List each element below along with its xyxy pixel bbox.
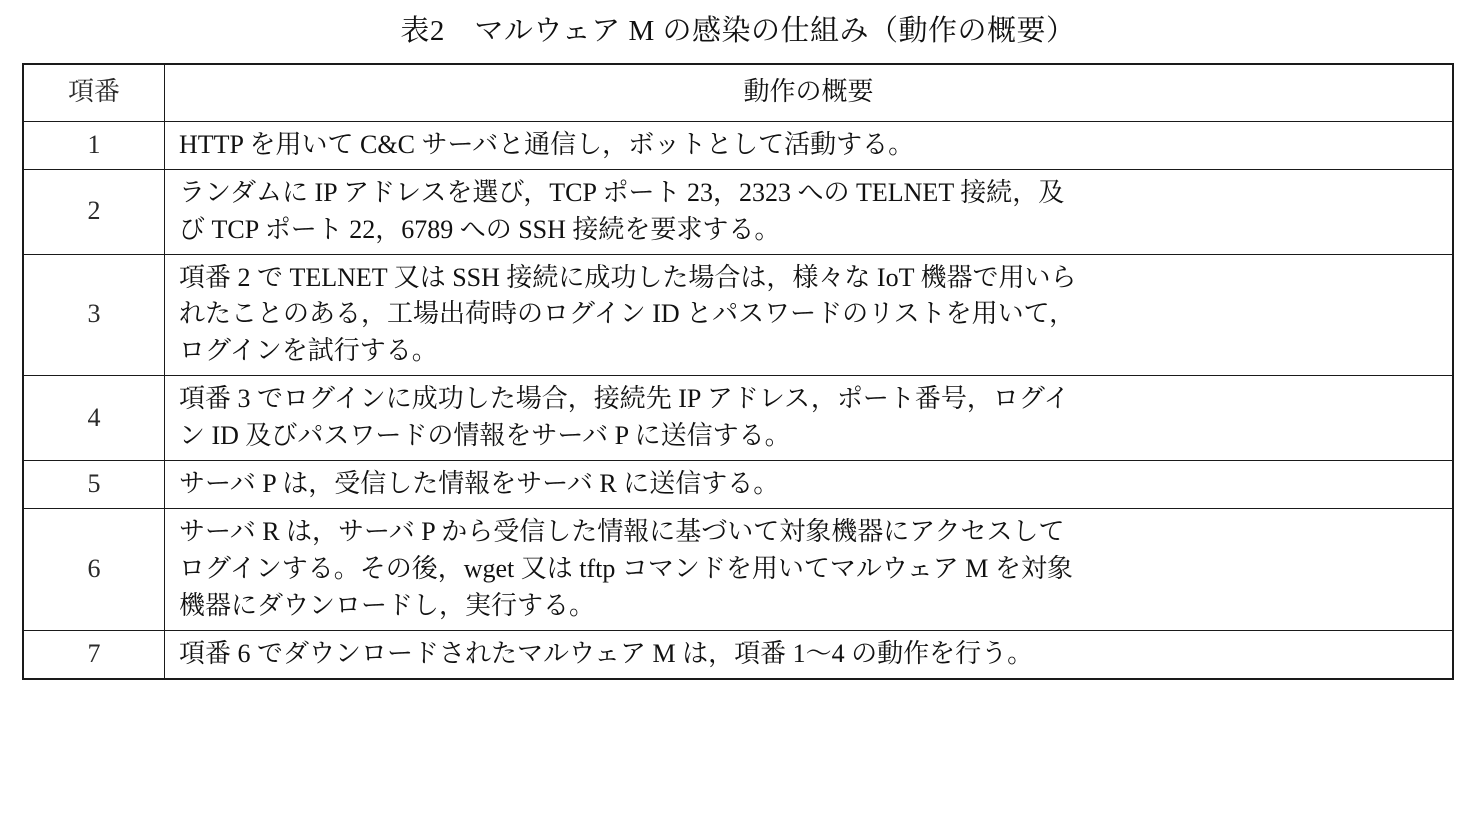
table-caption: 表2 マルウェア M の感染の仕組み（動作の概要）: [400, 15, 1076, 47]
table-header: [23, 64, 1453, 122]
row-number: 1: [23, 121, 165, 169]
description-line: 項番 3 でログインに成功した場合，接続先 IP アドレス，ポート番号，ログイ: [179, 384, 1070, 414]
description-line: サーバ R は，サーバ P から受信した情報に基づいて対象機器にアクセスして: [179, 516, 1065, 546]
row-number: 7: [23, 630, 165, 678]
malware-behavior-table: [22, 63, 1454, 680]
table-row: [23, 376, 1453, 461]
row-number: 6: [23, 508, 165, 630]
table-row: [23, 254, 1453, 376]
table-row: [23, 461, 1453, 509]
row-description: [165, 121, 1454, 169]
description-line: サーバ P は，受信した情報をサーバ R に送信する。: [179, 469, 780, 499]
column-header-description: 動作の概要: [165, 64, 1454, 122]
row-description: [165, 376, 1454, 461]
description-line: ン ID 及びパスワードの情報をサーバ P に送信する。: [179, 421, 791, 451]
description-line: び TCP ポート 22，6789 への SSH 接続を要求する。: [179, 214, 781, 244]
table-row: [23, 121, 1453, 169]
row-description: [165, 630, 1454, 678]
description-line: 項番 2 で TELNET 又は SSH 接続に成功した場合は，様々な IoT 機器で用いら: [179, 262, 1077, 292]
description-line: ログインする。その後，wget 又は tftp コマンドを用いてマルウェア M を対象: [179, 553, 1073, 583]
description-line: HTTP を用いて C&C サーバと通信し，ボットとして活動する。: [179, 129, 915, 159]
row-number: 2: [23, 169, 165, 254]
row-number: 5: [23, 461, 165, 509]
row-number: 4: [23, 376, 165, 461]
row-description: [165, 254, 1454, 376]
table-header-row: [23, 64, 1453, 122]
table-row: [23, 508, 1453, 630]
description-line: ランダムに IP アドレスを選び，TCP ポート 23，2323 への TELNET 接続，及: [179, 177, 1065, 207]
description-line: ログインを試行する。: [179, 336, 438, 366]
description-line: 機器にダウンロードし，実行する。: [179, 590, 596, 620]
row-description: [165, 169, 1454, 254]
row-number: 3: [23, 254, 165, 376]
table-row: [23, 169, 1453, 254]
description-line: れたことのある，工場出荷時のログイン ID とパスワードのリストを用いて，: [179, 299, 1076, 329]
column-header-no: 項番: [23, 64, 165, 122]
row-description: [165, 508, 1454, 630]
row-description: [165, 461, 1454, 509]
table-body: [23, 121, 1453, 678]
table-row: [23, 630, 1453, 678]
description-line: 項番 6 でダウンロードされたマルウェア M は，項番 1～4 の動作を行う。: [179, 638, 1034, 668]
